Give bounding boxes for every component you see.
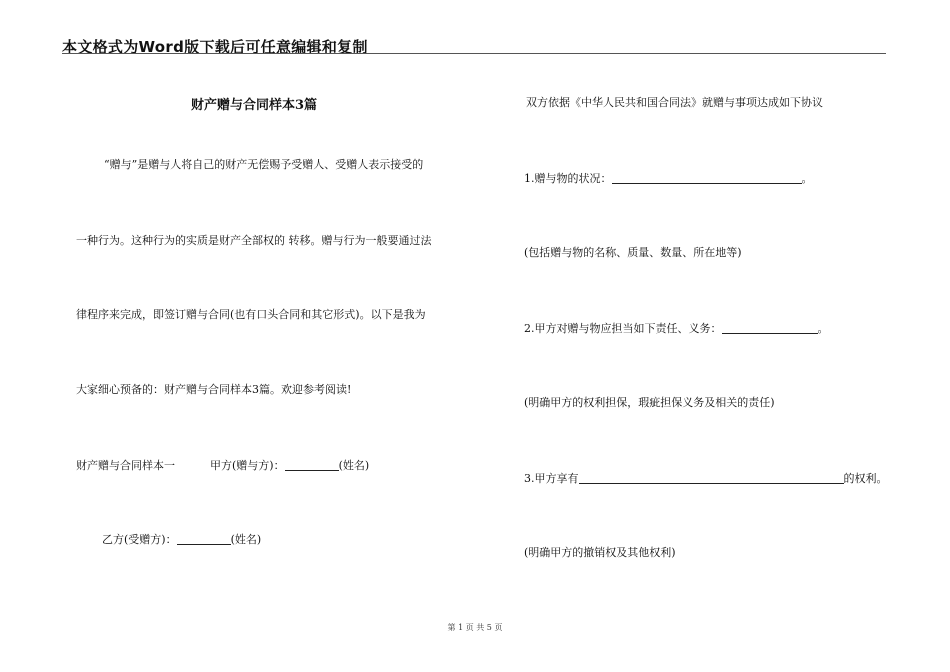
- item-3-label: 3.甲方享有: [524, 472, 579, 485]
- intro-line-1: “赠与”是赠与人将自己的财产无偿赐予受赠人、受赠人表示接受的: [104, 158, 424, 171]
- item-3-note: (明确甲方的撤销权及其他权利): [524, 546, 676, 559]
- document-banner: 本文格式为Word版下载后可任意编辑和复制: [62, 38, 368, 56]
- item-2-label: 2.甲方对赠与物应担当如下责任、义务：: [524, 322, 722, 335]
- item-1-line: [524, 170, 813, 186]
- party-b-label: 乙方(受赠方)：: [102, 533, 177, 546]
- page-footer: 第 1 页 共 5 页: [447, 623, 503, 632]
- party-b-suffix: (姓名): [230, 533, 262, 546]
- sample-label: 财产赠与合同样本一: [76, 459, 175, 472]
- item-3-line: [524, 470, 888, 486]
- document-title: 财产赠与合同样本3篇: [191, 98, 318, 113]
- intro-line-3: 律程序来完成，即签订赠与合同(也有口头合同和其它形式)。以下是我为: [76, 308, 426, 321]
- item-2-note: (明确甲方的权利担保，瑕疵担保义务及相关的责任): [524, 396, 775, 409]
- intro-line-2: 一种行为。这种行为的实质是财产全部权的 转移。赠与行为一般要通过法: [76, 234, 432, 247]
- item-1-blank: [612, 173, 802, 184]
- item-2-suffix: 。: [817, 322, 829, 335]
- agreement-intro: 双方依据《中华人民共和国合同法》就赠与事项达成如下协议: [526, 96, 823, 109]
- item-1-note: (包括赠与物的名称、质量、数量、所在地等): [524, 246, 742, 259]
- party-b-line: [102, 531, 261, 547]
- item-3-blank: [579, 473, 844, 484]
- party-a-blank: [285, 460, 339, 471]
- intro-line-4: 大家细心预备的：财产赠与合同样本3篇。欢迎参考阅读!: [76, 383, 352, 396]
- party-b-blank: [177, 534, 231, 545]
- item-2-line: [524, 320, 829, 336]
- item-2-blank: [722, 323, 818, 334]
- party-a-line: [210, 457, 369, 473]
- item-3-suffix: 的权利。: [843, 472, 888, 485]
- party-a-suffix: (姓名): [338, 459, 370, 472]
- item-1-suffix: 。: [801, 172, 813, 185]
- party-a-label: 甲方(赠与方)：: [210, 459, 285, 472]
- item-1-label: 1.赠与物的状况：: [524, 172, 612, 185]
- header-rule: [62, 53, 886, 54]
